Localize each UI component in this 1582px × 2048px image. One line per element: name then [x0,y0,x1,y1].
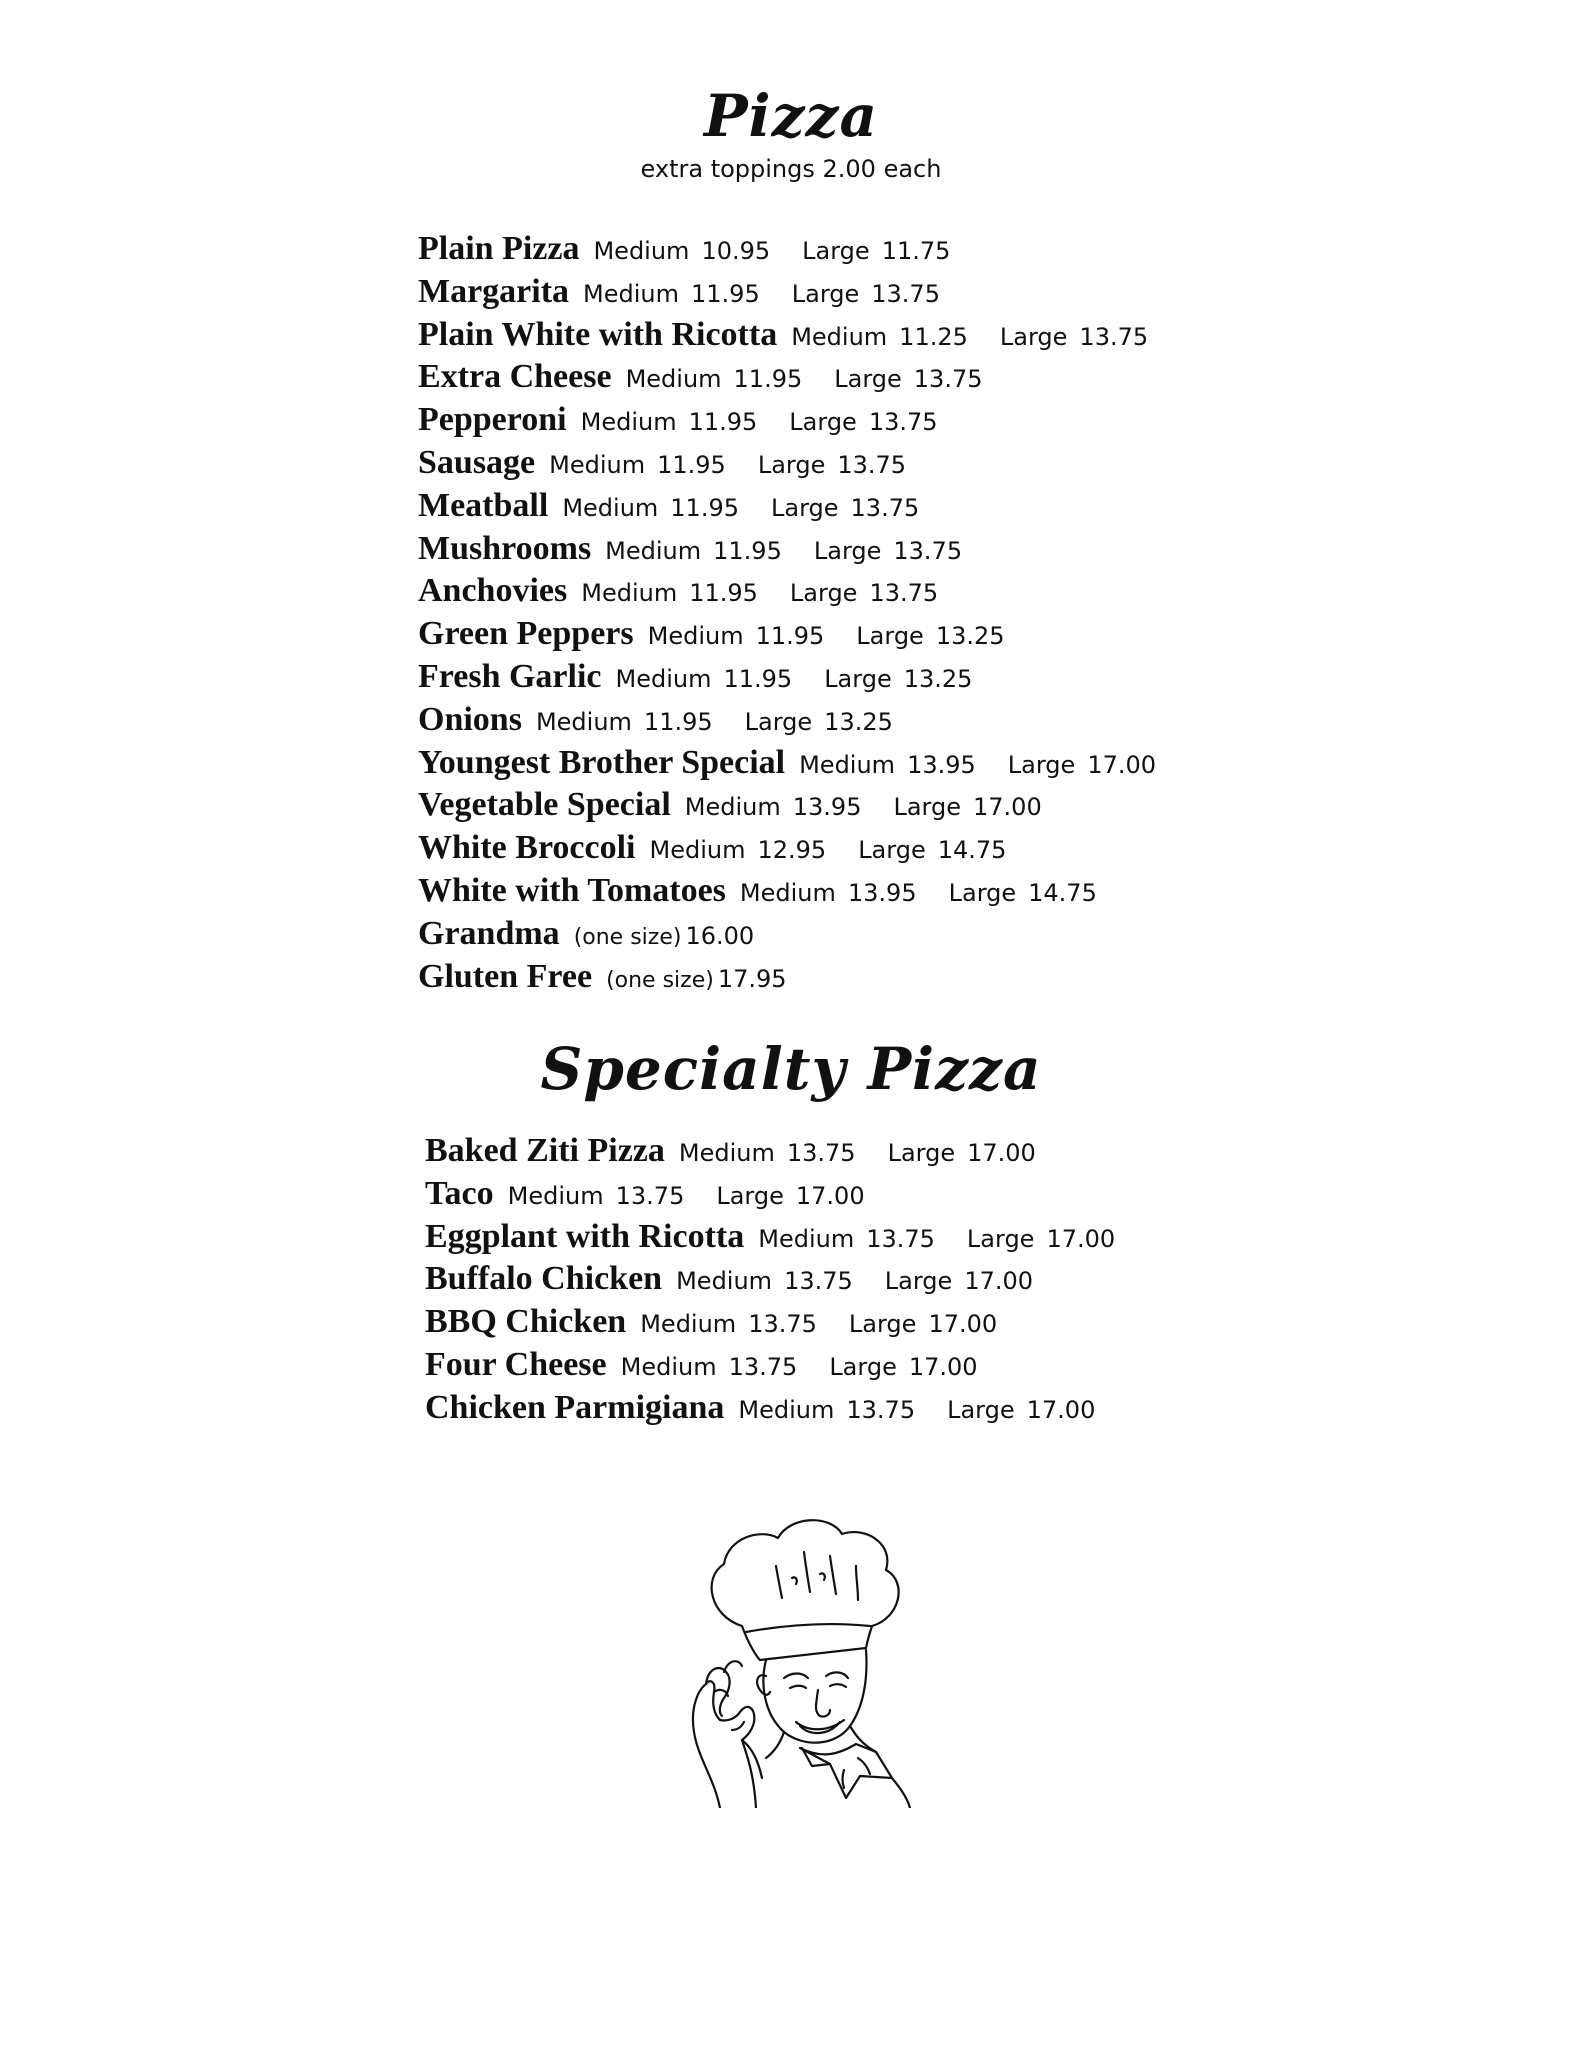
medium-label: Medium [581,579,678,608]
pizza-menu-list [418,228,1188,998]
item-name: Anchovies [418,572,568,610]
large-price: 17.00 [1087,750,1157,779]
menu-item [418,271,1188,314]
large-price: 11.75 [881,237,951,265]
large-label: Large [848,1310,917,1339]
medium-label: Medium [593,237,690,265]
medium-label: Medium [580,408,677,437]
menu-item [418,913,1188,956]
medium-label: Medium [620,1352,717,1381]
item-name: Mushrooms [418,529,592,567]
medium-label: Medium [791,322,888,351]
large-label: Large [856,622,924,651]
item-name: Baked Ziti Pizza [425,1132,665,1169]
medium-price: 11.95 [643,707,713,736]
large-label: Large [947,1395,1015,1424]
medium-label: Medium [758,1224,855,1253]
medium-price: 13.95 [847,878,917,907]
item-name: White Broccoli [418,829,636,867]
medium-price: 11.95 [688,408,758,437]
large-price: 13.75 [868,408,938,437]
medium-label: Medium [647,622,744,651]
menu-item [425,1216,1147,1259]
medium-price: 11.95 [713,536,782,565]
one-size-price: 17.95 [717,964,787,993]
medium-price: 13.75 [866,1224,935,1253]
large-label: Large [834,365,902,394]
item-name: Green Peppers [418,615,634,653]
medium-price: 12.95 [757,836,827,865]
large-price: 17.00 [795,1181,865,1210]
large-price: 14.75 [937,836,1007,865]
medium-label: Medium [676,1267,773,1296]
menu-item [425,1130,1147,1173]
large-label: Large [948,878,1017,907]
menu-item [418,314,1188,357]
large-label: Large [887,1139,956,1167]
medium-label: Medium [649,836,746,865]
menu-item [425,1258,1147,1301]
large-label: Large [829,1352,897,1381]
menu-item [418,827,1188,870]
large-price: 13.75 [871,279,940,308]
large-label: Large [802,237,870,265]
large-label: Large [824,664,892,693]
large-price: 17.00 [964,1267,1034,1296]
medium-label: Medium [625,365,722,394]
large-price: 17.00 [908,1352,978,1381]
large-label: Large [716,1181,784,1210]
large-label: Large [789,408,857,437]
menu-item [425,1301,1147,1344]
large-label: Large [884,1267,953,1296]
large-label: Large [813,536,882,565]
medium-label: Medium [739,878,836,907]
large-label: Large [966,1224,1035,1253]
specialty-menu-list [425,1130,1147,1430]
item-name: Onions [418,700,522,738]
one-size-price: 16.00 [685,921,755,950]
large-label: Large [1007,750,1076,779]
item-name: Chicken Parmigiana [425,1388,725,1426]
medium-label: Medium [535,707,632,736]
large-price: 13.75 [913,365,983,394]
medium-price: 11.95 [691,279,760,308]
chef-icon [680,1508,920,1808]
item-name: Vegetable Special [418,786,671,824]
medium-label: Medium [583,279,680,308]
large-price: 13.75 [869,579,939,608]
medium-label: Medium [678,1139,775,1167]
medium-price: 11.95 [723,664,793,693]
item-name: White with Tomatoes [418,871,726,909]
medium-price: 13.75 [786,1139,856,1167]
medium-label: Medium [738,1395,835,1424]
menu-item [418,956,1188,999]
menu-item [418,228,1188,271]
medium-price: 11.95 [733,365,803,394]
medium-price: 13.75 [784,1267,853,1296]
menu-item [418,570,1188,613]
menu-item [418,528,1188,571]
item-name: Margarita [418,272,570,310]
item-name: BBQ Chicken [425,1303,627,1341]
large-price: 13.75 [850,493,920,522]
large-label: Large [771,493,839,522]
large-label: Large [858,836,926,865]
medium-price: 13.75 [748,1310,817,1339]
medium-price: 11.25 [899,322,968,351]
medium-label: Medium [799,750,896,779]
item-name: Taco [425,1174,494,1212]
item-name: Four Cheese [425,1345,607,1383]
item-name: Extra Cheese [418,358,612,396]
menu-item [425,1344,1147,1387]
extra-toppings-note: extra toppings 2.00 each [640,155,942,183]
one-size-label: (one size) [606,967,714,993]
item-name: Plain Pizza [418,230,580,267]
item-name: Gluten Free [418,957,593,995]
medium-label: Medium [615,664,712,693]
item-name: Eggplant with Ricotta [425,1217,745,1255]
menu-item [418,356,1188,399]
large-price: 13.75 [837,450,907,479]
menu-item [418,699,1188,742]
medium-price: 13.95 [907,750,976,779]
large-price: 17.00 [928,1310,998,1339]
menu-item [418,742,1188,785]
menu-item [418,613,1188,656]
medium-label: Medium [549,450,646,479]
large-label: Large [893,793,961,822]
large-price: 17.00 [1046,1224,1116,1253]
menu-item [425,1387,1147,1430]
menu-item [418,870,1188,913]
item-name: Buffalo Chicken [425,1260,663,1298]
medium-price: 13.75 [728,1352,798,1381]
medium-label: Medium [605,536,702,565]
large-price: 13.25 [903,664,973,693]
item-name: Fresh Garlic [418,657,602,695]
one-size-label: (one size) [573,924,682,950]
medium-price: 11.95 [670,493,739,522]
medium-label: Medium [640,1310,737,1339]
medium-price: 13.75 [846,1395,916,1424]
large-label: Large [789,579,858,608]
medium-price: 11.95 [689,579,758,608]
large-price: 13.75 [1079,322,1149,351]
item-name: Plain White with Ricotta [418,315,778,353]
menu-item [418,399,1188,442]
item-name: Sausage [418,443,536,481]
large-label: Large [744,707,813,736]
large-price: 14.75 [1028,878,1097,907]
large-price: 17.00 [1026,1395,1096,1424]
large-label: Large [999,322,1068,351]
medium-label: Medium [562,493,659,522]
medium-price: 10.95 [701,237,771,265]
item-name: Pepperoni [418,401,567,439]
menu-item [418,442,1188,485]
large-price: 13.25 [935,622,1005,651]
menu-item [418,656,1188,699]
medium-label: Medium [684,793,781,822]
large-price: 13.75 [893,536,963,565]
large-label: Large [757,450,826,479]
menu-item [425,1173,1147,1216]
large-price: 17.00 [967,1139,1036,1167]
specialty-section-title: Specialty Pizza [540,1035,1042,1103]
item-name: Youngest Brother Special [418,743,786,781]
medium-price: 11.95 [657,450,726,479]
large-label: Large [791,279,860,308]
medium-label: Medium [507,1181,604,1210]
large-price: 13.25 [824,707,893,736]
large-price: 17.00 [973,793,1042,822]
medium-price: 11.95 [755,622,825,651]
menu-item [418,784,1188,827]
item-name: Grandma [418,914,560,952]
medium-price: 13.95 [792,793,862,822]
menu-item [418,485,1188,528]
pizza-section-title: Pizza [703,82,879,150]
item-name: Meatball [418,486,549,524]
medium-price: 13.75 [615,1181,685,1210]
